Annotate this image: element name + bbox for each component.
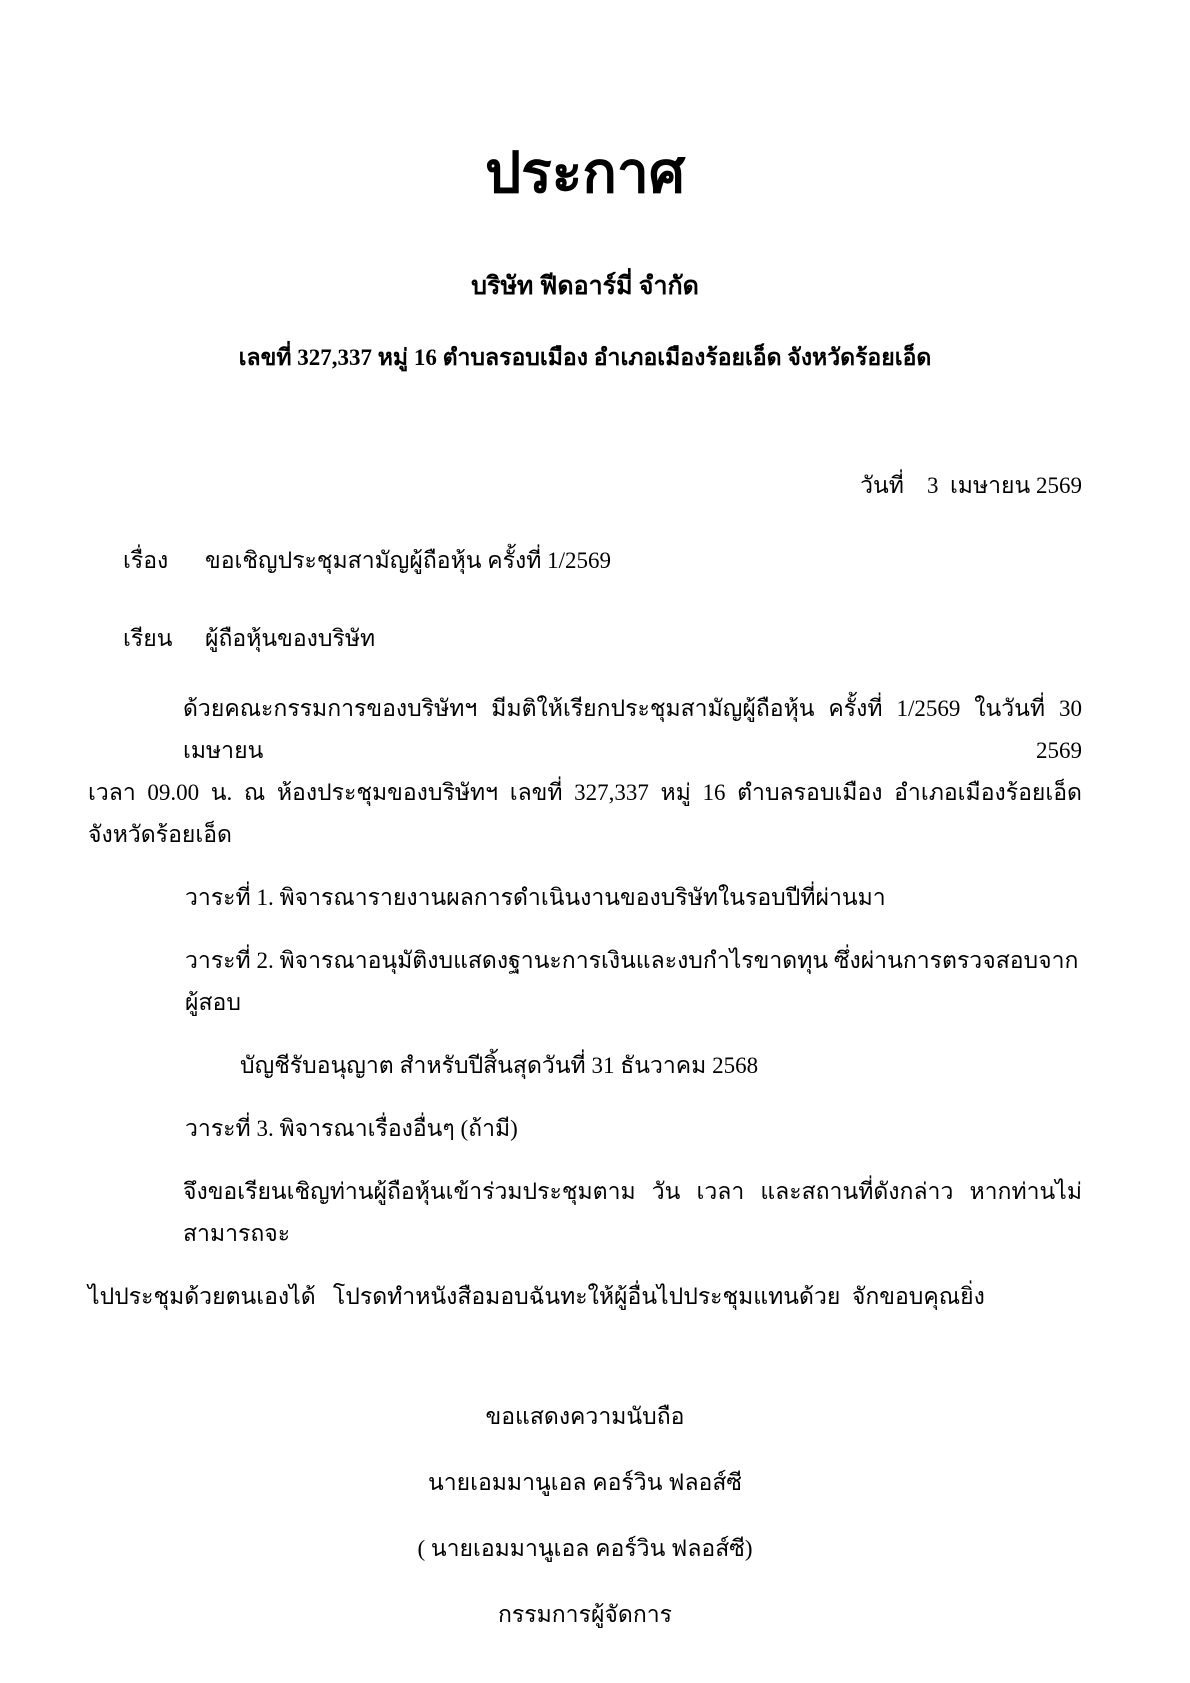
- closing-line-2: ไปประชุมด้วยตนเองได้ โปรดทำหนังสือมอบฉันทะให้ผู้อื่นไปประชุมแทนด้วย จักขอบคุณยิ่ง: [88, 1284, 985, 1310]
- closing-line-1: จึงขอเรียนเชิญท่านผู้ถือหุ้นเข้าร่วมประชุมตาม วัน เวลา และสถานที่ดังกล่าว หากท่านไม่สามารถจะ: [183, 1179, 1082, 1247]
- agenda-item-1: วาระที่ 1. พิจารณารายงานผลการดำเนินงานของบริษัทในรอบปีที่ผ่านมา: [185, 885, 886, 911]
- recipient-label: เรียน: [123, 626, 173, 652]
- page-content: [0, 140, 1190, 1636]
- intro-line-2: เวลา 09.00 น. ณ ห้องประชุมของบริษัทฯ เลขที่ 327,337 หมู่ 16 ตำบลรอบเมือง อำเภอเมืองร้อยเอ็ด จังหวัดร้อยเอ็ด: [88, 780, 1082, 848]
- subject-label: เรื่อง: [123, 548, 169, 574]
- intro-line-1: ด้วยคณะกรรมการของบริษัทฯ มีมติให้เรียกประชุมสามัญผู้ถือหุ้น ครั้งที่ 1/2569 ในวันที่ 30 เมษายน 2569: [183, 696, 1082, 764]
- signoff-respect: ขอแสดงความนับถือ: [485, 1404, 685, 1430]
- document-date: วันที่ 3 เมษายน 2569: [860, 473, 1082, 499]
- signature-block: [88, 1396, 1082, 1636]
- document-title: ประกาศ: [484, 142, 686, 205]
- company-address: เลขที่ 327,337 หมู่ 16 ตำบลรอบเมือง อำเภอเมืองร้อยเอ็ด จังหวัดร้อยเอ็ด: [238, 345, 932, 371]
- recipient-text: ผู้ถือหุ้นของบริษัท: [205, 626, 376, 652]
- subject-text: ขอเชิญประชุมสามัญผู้ถือหุ้น ครั้งที่ 1/2569: [205, 548, 612, 574]
- signoff-name-paren: ( นายเอมมานูเอล คอร์วิน ฟลอส์ซี): [417, 1536, 753, 1562]
- subject-row: [123, 540, 1082, 582]
- agenda-item-3: วาระที่ 3. พิจารณาเรื่องอื่นๆ (ถ้ามี): [185, 1116, 518, 1142]
- recipient-row: [123, 618, 1082, 660]
- signoff-position: กรรมการผู้จัดการ: [497, 1602, 673, 1628]
- agenda-item-2-continuation: บัญชีรับอนุญาต สำหรับปีสิ้นสุดวันที่ 31 ธันวาคม 2568: [240, 1053, 759, 1079]
- intro-paragraph: [88, 688, 1082, 856]
- agenda-item-2: วาระที่ 2. พิจารณาอนุมัติงบแสดงฐานะการเงินและงบกำไรขาดทุน ซึ่งผ่านการตรวจสอบจากผู้สอบ: [185, 948, 1079, 1016]
- signoff-name: นายเอมมานูเอล คอร์วิน ฟลอส์ซี: [427, 1470, 743, 1496]
- company-name: บริษัท ฟีดอาร์มี่ จำกัด: [471, 273, 699, 301]
- closing-paragraph: [88, 1171, 1082, 1318]
